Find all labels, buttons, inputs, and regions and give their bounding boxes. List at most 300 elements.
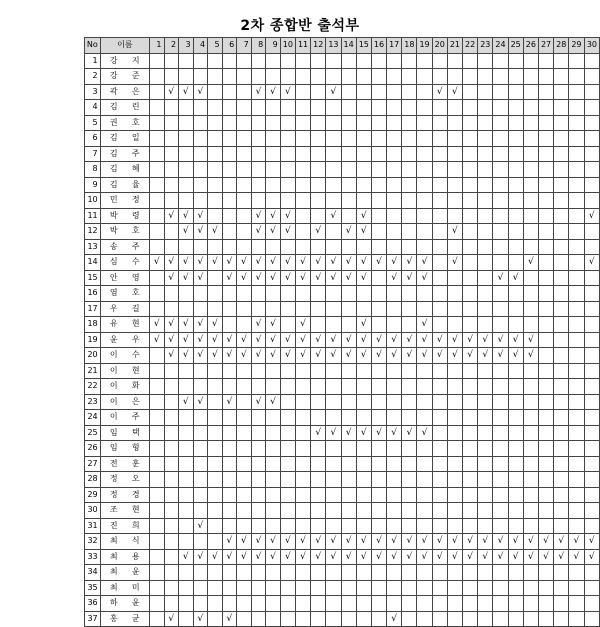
- attendance-check: √: [251, 394, 266, 410]
- attendance-cell: [432, 410, 447, 426]
- attendance-check: √: [417, 549, 432, 565]
- name-first: 현: [131, 505, 140, 515]
- attendance-cell: [311, 394, 326, 410]
- attendance-cell: [538, 472, 553, 488]
- attendance-check: √: [432, 348, 447, 364]
- table-row: [85, 441, 600, 457]
- attendance-cell: [493, 441, 508, 457]
- attendance-cell: [387, 115, 402, 131]
- attendance-cell: [417, 487, 432, 503]
- attendance-cell: [251, 379, 266, 395]
- attendance-cell: [478, 69, 493, 85]
- name-first: 훈: [131, 458, 140, 468]
- attendance-cell: [432, 208, 447, 224]
- row-number: 37: [85, 611, 101, 627]
- attendance-cell: [295, 596, 310, 612]
- attendance-cell: [402, 193, 417, 209]
- attendance-cell: [341, 69, 356, 85]
- header-day: 12: [311, 38, 326, 54]
- attendance-cell: [280, 100, 295, 116]
- attendance-cell: [179, 611, 194, 627]
- attendance-cell: [584, 131, 600, 147]
- attendance-check: √: [326, 270, 341, 286]
- row-number: 12: [85, 224, 101, 240]
- attendance-cell: [402, 611, 417, 627]
- student-name: [100, 100, 149, 116]
- attendance-cell: [326, 441, 341, 457]
- attendance-cell: [222, 565, 237, 581]
- attendance-check: √: [222, 348, 237, 364]
- attendance-cell: [523, 239, 538, 255]
- attendance-cell: [179, 131, 194, 147]
- attendance-cell: [432, 69, 447, 85]
- attendance-check: √: [478, 332, 493, 348]
- attendance-check: √: [251, 549, 266, 565]
- attendance-cell: [417, 239, 432, 255]
- attendance-cell: [251, 53, 266, 69]
- attendance-cell: [251, 177, 266, 193]
- attendance-cell: [463, 100, 478, 116]
- attendance-cell: [295, 518, 310, 534]
- attendance-cell: [237, 286, 252, 302]
- attendance-cell: [523, 100, 538, 116]
- name-last: 우: [109, 303, 118, 313]
- attendance-cell: [341, 518, 356, 534]
- attendance-cell: [149, 115, 164, 131]
- attendance-cell: [538, 146, 553, 162]
- attendance-cell: [447, 69, 462, 85]
- attendance-cell: [554, 317, 569, 333]
- attendance-cell: [164, 69, 179, 85]
- attendance-check: √: [193, 270, 208, 286]
- attendance-cell: [554, 270, 569, 286]
- attendance-cell: [311, 115, 326, 131]
- name-first: 오: [131, 474, 140, 484]
- attendance-cell: [493, 224, 508, 240]
- attendance-check: √: [493, 348, 508, 364]
- attendance-cell: [237, 146, 252, 162]
- attendance-cell: [432, 131, 447, 147]
- attendance-cell: [463, 208, 478, 224]
- attendance-check: √: [341, 255, 356, 271]
- attendance-cell: [164, 115, 179, 131]
- attendance-cell: [311, 177, 326, 193]
- attendance-cell: [266, 53, 281, 69]
- attendance-cell: [554, 131, 569, 147]
- attendance-check: √: [193, 317, 208, 333]
- name-first: 희: [131, 520, 140, 530]
- attendance-cell: [326, 394, 341, 410]
- attendance-cell: [508, 69, 523, 85]
- attendance-cell: [463, 239, 478, 255]
- attendance-check: √: [584, 534, 600, 550]
- attendance-cell: [222, 239, 237, 255]
- attendance-check: √: [447, 348, 462, 364]
- attendance-cell: [237, 301, 252, 317]
- header-day: 3: [179, 38, 194, 54]
- attendance-cell: [387, 487, 402, 503]
- attendance-cell: [164, 224, 179, 240]
- attendance-cell: [432, 456, 447, 472]
- attendance-cell: [311, 410, 326, 426]
- attendance-cell: [179, 410, 194, 426]
- attendance-cell: [237, 317, 252, 333]
- header-day: 2: [164, 38, 179, 54]
- attendance-cell: [417, 441, 432, 457]
- header-day: 28: [554, 38, 569, 54]
- attendance-check: √: [508, 332, 523, 348]
- attendance-check: √: [193, 518, 208, 534]
- attendance-cell: [523, 53, 538, 69]
- attendance-cell: [237, 379, 252, 395]
- attendance-cell: [417, 84, 432, 100]
- attendance-check: √: [508, 549, 523, 565]
- attendance-cell: [447, 301, 462, 317]
- attendance-cell: [266, 441, 281, 457]
- attendance-check: √: [463, 534, 478, 550]
- attendance-check: √: [371, 255, 386, 271]
- attendance-cell: [208, 441, 223, 457]
- attendance-cell: [463, 177, 478, 193]
- attendance-check: √: [311, 270, 326, 286]
- attendance-cell: [493, 425, 508, 441]
- attendance-cell: [164, 162, 179, 178]
- attendance-check: √: [295, 534, 310, 550]
- attendance-check: √: [208, 348, 223, 364]
- attendance-cell: [311, 301, 326, 317]
- attendance-cell: [447, 208, 462, 224]
- attendance-cell: [149, 69, 164, 85]
- attendance-cell: [311, 565, 326, 581]
- attendance-check: √: [463, 348, 478, 364]
- attendance-cell: [371, 301, 386, 317]
- attendance-cell: [295, 379, 310, 395]
- attendance-check: √: [432, 332, 447, 348]
- attendance-cell: [179, 534, 194, 550]
- attendance-cell: [447, 270, 462, 286]
- attendance-cell: [387, 100, 402, 116]
- attendance-cell: [251, 115, 266, 131]
- name-last: 이: [109, 365, 118, 375]
- attendance-cell: [371, 503, 386, 519]
- attendance-cell: [417, 596, 432, 612]
- attendance-cell: [164, 286, 179, 302]
- attendance-cell: [341, 611, 356, 627]
- attendance-check: √: [417, 255, 432, 271]
- attendance-cell: [387, 580, 402, 596]
- name-first: 호: [131, 117, 140, 127]
- attendance-cell: [149, 193, 164, 209]
- attendance-cell: [371, 317, 386, 333]
- attendance-cell: [208, 580, 223, 596]
- attendance-cell: [508, 84, 523, 100]
- attendance-cell: [523, 224, 538, 240]
- attendance-cell: [417, 565, 432, 581]
- attendance-cell: [508, 487, 523, 503]
- attendance-cell: [402, 487, 417, 503]
- table-row: [85, 549, 600, 565]
- attendance-cell: [432, 100, 447, 116]
- attendance-cell: [432, 518, 447, 534]
- attendance-cell: [266, 239, 281, 255]
- attendance-cell: [222, 100, 237, 116]
- attendance-cell: [149, 286, 164, 302]
- attendance-cell: [341, 131, 356, 147]
- attendance-cell: [493, 611, 508, 627]
- attendance-cell: [222, 115, 237, 131]
- attendance-cell: [326, 565, 341, 581]
- attendance-cell: [266, 611, 281, 627]
- attendance-cell: [554, 410, 569, 426]
- attendance-cell: [193, 425, 208, 441]
- attendance-cell: [326, 100, 341, 116]
- table-row: [85, 100, 600, 116]
- attendance-cell: [371, 69, 386, 85]
- attendance-cell: [326, 286, 341, 302]
- attendance-check: √: [508, 270, 523, 286]
- student-name: [100, 565, 149, 581]
- student-name: [100, 255, 149, 271]
- attendance-cell: [402, 503, 417, 519]
- attendance-cell: [584, 115, 600, 131]
- attendance-check: √: [356, 425, 371, 441]
- attendance-cell: [523, 208, 538, 224]
- attendance-cell: [432, 394, 447, 410]
- attendance-cell: [341, 53, 356, 69]
- student-name: [100, 53, 149, 69]
- attendance-cell: [387, 565, 402, 581]
- attendance-check: √: [251, 332, 266, 348]
- attendance-cell: [179, 239, 194, 255]
- student-name: [100, 534, 149, 550]
- attendance-cell: [164, 596, 179, 612]
- attendance-check: √: [311, 348, 326, 364]
- attendance-cell: [371, 208, 386, 224]
- name-first: 식: [131, 536, 140, 546]
- attendance-cell: [326, 301, 341, 317]
- name-first: 은: [131, 86, 140, 96]
- attendance-check: √: [311, 534, 326, 550]
- attendance-cell: [387, 456, 402, 472]
- attendance-check: √: [356, 224, 371, 240]
- attendance-check: √: [164, 332, 179, 348]
- attendance-cell: [432, 162, 447, 178]
- attendance-cell: [538, 565, 553, 581]
- attendance-cell: [280, 456, 295, 472]
- attendance-cell: [584, 146, 600, 162]
- attendance-cell: [493, 69, 508, 85]
- attendance-check: √: [149, 332, 164, 348]
- attendance-check: √: [164, 348, 179, 364]
- attendance-check: √: [179, 255, 194, 271]
- attendance-cell: [237, 456, 252, 472]
- attendance-cell: [280, 53, 295, 69]
- attendance-check: √: [266, 332, 281, 348]
- attendance-check: √: [417, 332, 432, 348]
- attendance-cell: [266, 363, 281, 379]
- name-first: 윤: [131, 567, 140, 577]
- attendance-cell: [356, 394, 371, 410]
- attendance-check: √: [311, 224, 326, 240]
- attendance-cell: [584, 286, 600, 302]
- attendance-cell: [280, 518, 295, 534]
- row-number: 7: [85, 146, 101, 162]
- attendance-cell: [432, 441, 447, 457]
- attendance-check: √: [208, 224, 223, 240]
- attendance-cell: [295, 146, 310, 162]
- attendance-cell: [295, 193, 310, 209]
- attendance-cell: [538, 317, 553, 333]
- attendance-cell: [387, 596, 402, 612]
- attendance-cell: [237, 115, 252, 131]
- attendance-cell: [478, 84, 493, 100]
- attendance-cell: [266, 596, 281, 612]
- attendance-cell: [208, 534, 223, 550]
- attendance-check: √: [311, 549, 326, 565]
- attendance-cell: [554, 301, 569, 317]
- table-row: [85, 224, 600, 240]
- attendance-cell: [251, 301, 266, 317]
- attendance-cell: [447, 503, 462, 519]
- attendance-check: √: [326, 534, 341, 550]
- attendance-check: √: [341, 534, 356, 550]
- attendance-cell: [523, 394, 538, 410]
- attendance-check: √: [508, 348, 523, 364]
- row-number: 27: [85, 456, 101, 472]
- attendance-cell: [266, 69, 281, 85]
- attendance-check: √: [266, 208, 281, 224]
- attendance-table: [84, 37, 600, 627]
- attendance-cell: [341, 565, 356, 581]
- student-name: [100, 239, 149, 255]
- attendance-cell: [493, 565, 508, 581]
- attendance-cell: [417, 224, 432, 240]
- table-row: [85, 53, 600, 69]
- attendance-cell: [584, 456, 600, 472]
- attendance-check: √: [387, 425, 402, 441]
- table-row: [85, 270, 600, 286]
- attendance-cell: [417, 363, 432, 379]
- attendance-cell: [149, 270, 164, 286]
- attendance-cell: [554, 84, 569, 100]
- attendance-cell: [417, 503, 432, 519]
- name-first: 균: [131, 613, 140, 623]
- attendance-cell: [295, 301, 310, 317]
- attendance-check: √: [387, 348, 402, 364]
- attendance-check: √: [295, 348, 310, 364]
- attendance-cell: [149, 580, 164, 596]
- attendance-check: √: [447, 332, 462, 348]
- attendance-cell: [447, 317, 462, 333]
- attendance-check: √: [295, 317, 310, 333]
- table-row: [85, 503, 600, 519]
- attendance-cell: [237, 565, 252, 581]
- attendance-cell: [554, 100, 569, 116]
- attendance-cell: [387, 301, 402, 317]
- attendance-cell: [179, 441, 194, 457]
- header-day: 18: [402, 38, 417, 54]
- attendance-cell: [179, 115, 194, 131]
- attendance-cell: [523, 596, 538, 612]
- attendance-cell: [493, 394, 508, 410]
- attendance-cell: [584, 596, 600, 612]
- attendance-cell: [371, 84, 386, 100]
- attendance-cell: [493, 53, 508, 69]
- attendance-cell: [266, 410, 281, 426]
- attendance-cell: [280, 425, 295, 441]
- attendance-cell: [478, 270, 493, 286]
- attendance-cell: [447, 53, 462, 69]
- attendance-cell: [208, 456, 223, 472]
- attendance-cell: [402, 580, 417, 596]
- attendance-cell: [266, 286, 281, 302]
- attendance-cell: [569, 503, 584, 519]
- attendance-cell: [478, 472, 493, 488]
- attendance-cell: [179, 301, 194, 317]
- attendance-cell: [311, 580, 326, 596]
- attendance-cell: [193, 162, 208, 178]
- attendance-check: √: [237, 549, 252, 565]
- name-last: 김: [109, 164, 118, 174]
- attendance-check: √: [179, 270, 194, 286]
- attendance-cell: [341, 503, 356, 519]
- student-name: [100, 580, 149, 596]
- attendance-cell: [311, 162, 326, 178]
- attendance-cell: [356, 69, 371, 85]
- attendance-cell: [251, 456, 266, 472]
- attendance-cell: [447, 162, 462, 178]
- attendance-cell: [508, 410, 523, 426]
- attendance-cell: [538, 441, 553, 457]
- attendance-cell: [149, 363, 164, 379]
- attendance-cell: [280, 379, 295, 395]
- attendance-check: √: [193, 611, 208, 627]
- attendance-cell: [508, 580, 523, 596]
- attendance-cell: [371, 115, 386, 131]
- attendance-check: √: [251, 255, 266, 271]
- attendance-check: √: [432, 534, 447, 550]
- name-first: 윤: [131, 598, 140, 608]
- attendance-cell: [402, 53, 417, 69]
- attendance-cell: [478, 224, 493, 240]
- attendance-cell: [538, 239, 553, 255]
- attendance-cell: [569, 301, 584, 317]
- row-number: 2: [85, 69, 101, 85]
- attendance-cell: [584, 239, 600, 255]
- attendance-cell: [478, 53, 493, 69]
- attendance-cell: [266, 193, 281, 209]
- attendance-cell: [208, 410, 223, 426]
- attendance-cell: [193, 131, 208, 147]
- attendance-cell: [179, 518, 194, 534]
- attendance-cell: [432, 611, 447, 627]
- attendance-cell: [280, 69, 295, 85]
- attendance-check: √: [237, 270, 252, 286]
- attendance-cell: [584, 379, 600, 395]
- attendance-cell: [266, 301, 281, 317]
- header-day: 17: [387, 38, 402, 54]
- attendance-check: √: [251, 208, 266, 224]
- row-number: 16: [85, 286, 101, 302]
- attendance-cell: [463, 270, 478, 286]
- attendance-cell: [417, 472, 432, 488]
- attendance-cell: [402, 286, 417, 302]
- attendance-cell: [554, 239, 569, 255]
- attendance-cell: [478, 456, 493, 472]
- attendance-cell: [179, 146, 194, 162]
- attendance-cell: [447, 410, 462, 426]
- attendance-cell: [463, 425, 478, 441]
